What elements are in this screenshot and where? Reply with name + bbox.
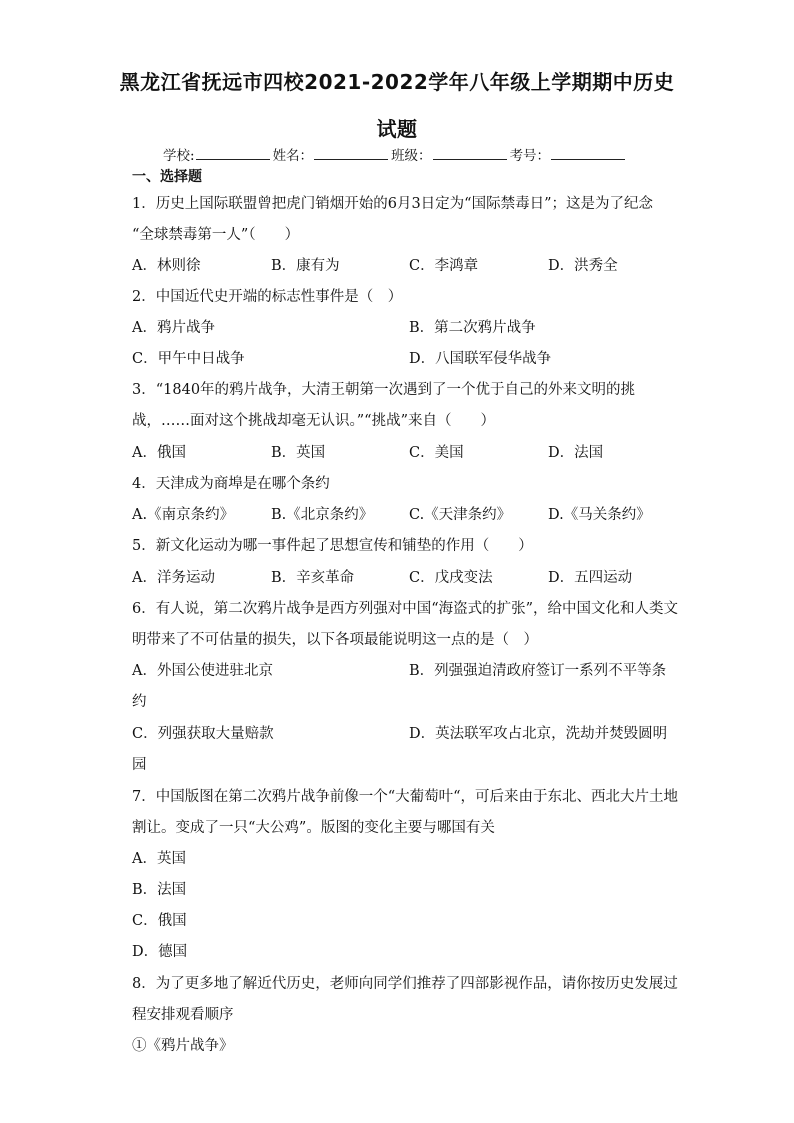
exam-no-label: 考号： — [509, 148, 551, 164]
q2-option-d: D．八国联军侵华战争 — [409, 351, 552, 367]
q1-option-c: C．李鸿章 — [409, 258, 479, 274]
q7-option-b: B．法国 — [132, 882, 187, 898]
q1-option-d: D．洪秀全 — [548, 258, 618, 274]
question-8-line-1: 8．为了更多地了解近代历史，老师向同学们推荐了四部影视作品，请你按历史发展过 — [132, 976, 678, 992]
q6-option-b: B．列强强迫清政府签订一系列不平等条 — [409, 663, 667, 679]
q4-option-a: A.《南京条约》 — [132, 507, 235, 523]
q6-option-d: D．英法联军攻占北京，洗劫并焚毁圆明 — [409, 726, 668, 742]
question-3-line-2: 战，……面对这个挑战却毫无认识。”“挑战”来自（ ） — [132, 413, 495, 429]
school-label: 学校: — [163, 148, 195, 164]
exam-title-line1: 黑龙江省抚远市四校2021-2022学年八年级上学期期中历史 — [119, 70, 675, 94]
school-blank — [196, 145, 270, 160]
q2-option-b: B．第二次鸦片战争 — [409, 320, 536, 336]
class-label: 班级： — [391, 148, 432, 164]
q6-option-b-cont: 约 — [132, 694, 147, 710]
section-title: 一、选择题 — [132, 169, 202, 185]
question-1-line-2: “全球禁毒第一人”（ ） — [132, 227, 300, 243]
question-1-line-1: 1．历史上国际联盟曾把虎门销烟开始的6月3日定为“国际禁毒日”；这是为了纪念 — [132, 196, 653, 212]
q4-option-b: B.《北京条约》 — [271, 507, 374, 523]
name-blank — [314, 145, 388, 160]
question-4-line-1: 4．天津成为商埠是在哪个条约 — [132, 476, 330, 492]
q6-option-c: C．列强获取大量赔款 — [132, 726, 274, 742]
question-7-line-2: 割让。变成了一只“大公鸡”。版图的变化主要与哪国有关 — [132, 820, 495, 836]
question-3-line-1: 3．“1840年的鸦片战争，大清王朝第一次遇到了一个优于自己的外来文明的挑 — [132, 382, 636, 398]
student-info-row — [163, 144, 628, 164]
q7-option-c: C．俄国 — [132, 913, 187, 929]
q1-option-a: A．林则徐 — [132, 258, 201, 274]
question-6-line-2: 明带来了不可估量的损失，以下各项最能说明这一点的是（ ） — [132, 632, 538, 648]
q4-option-c: C.《天津条约》 — [409, 507, 512, 523]
q2-option-c: C．甲午中日战争 — [132, 351, 245, 367]
q5-option-c: C．戊戌变法 — [409, 570, 493, 586]
q1-option-b: B．康有为 — [271, 258, 340, 274]
class-blank — [433, 145, 507, 160]
q5-option-d: D．五四运动 — [548, 570, 633, 586]
question-8-line-2: 程安排观看顺序 — [132, 1007, 234, 1023]
exam-no-blank — [551, 145, 625, 160]
q7-option-a: A．英国 — [132, 851, 186, 867]
q3-option-b: B．英国 — [271, 445, 326, 461]
q5-option-a: A．洋务运动 — [132, 570, 215, 586]
q8-item-1: ①《鸦片战争》 — [132, 1038, 234, 1054]
question-2-line-1: 2．中国近代史开端的标志性事件是（ ） — [132, 289, 403, 305]
q3-option-d: D．法国 — [548, 445, 604, 461]
question-7-line-1: 7．中国版图在第二次鸦片战争前像一个“大葡萄叶“，可后来由于东北、西北大片土地 — [132, 789, 679, 805]
q3-option-c: C．美国 — [409, 445, 464, 461]
name-label: 姓名： — [272, 148, 314, 164]
q4-option-d: D.《马关条约》 — [548, 507, 651, 523]
q5-option-b: B．辛亥革命 — [271, 570, 355, 586]
q3-option-a: A．俄国 — [132, 445, 186, 461]
q2-option-a: A．鸦片战争 — [132, 320, 215, 336]
question-5-line-1: 5．新文化运动为哪一事件起了思想宣传和铺垫的作用（ ） — [132, 538, 533, 554]
q7-option-d: D．德国 — [132, 944, 188, 960]
q6-option-d-cont: 园 — [132, 757, 147, 773]
q6-option-a: A．外国公使进驻北京 — [132, 663, 273, 679]
question-6-line-1: 6．有人说，第二次鸦片战争是西方列强对中国“海盗式的扩张”，给中国文化和人类文 — [132, 601, 679, 617]
exam-title-line2: 试题 — [376, 117, 418, 141]
